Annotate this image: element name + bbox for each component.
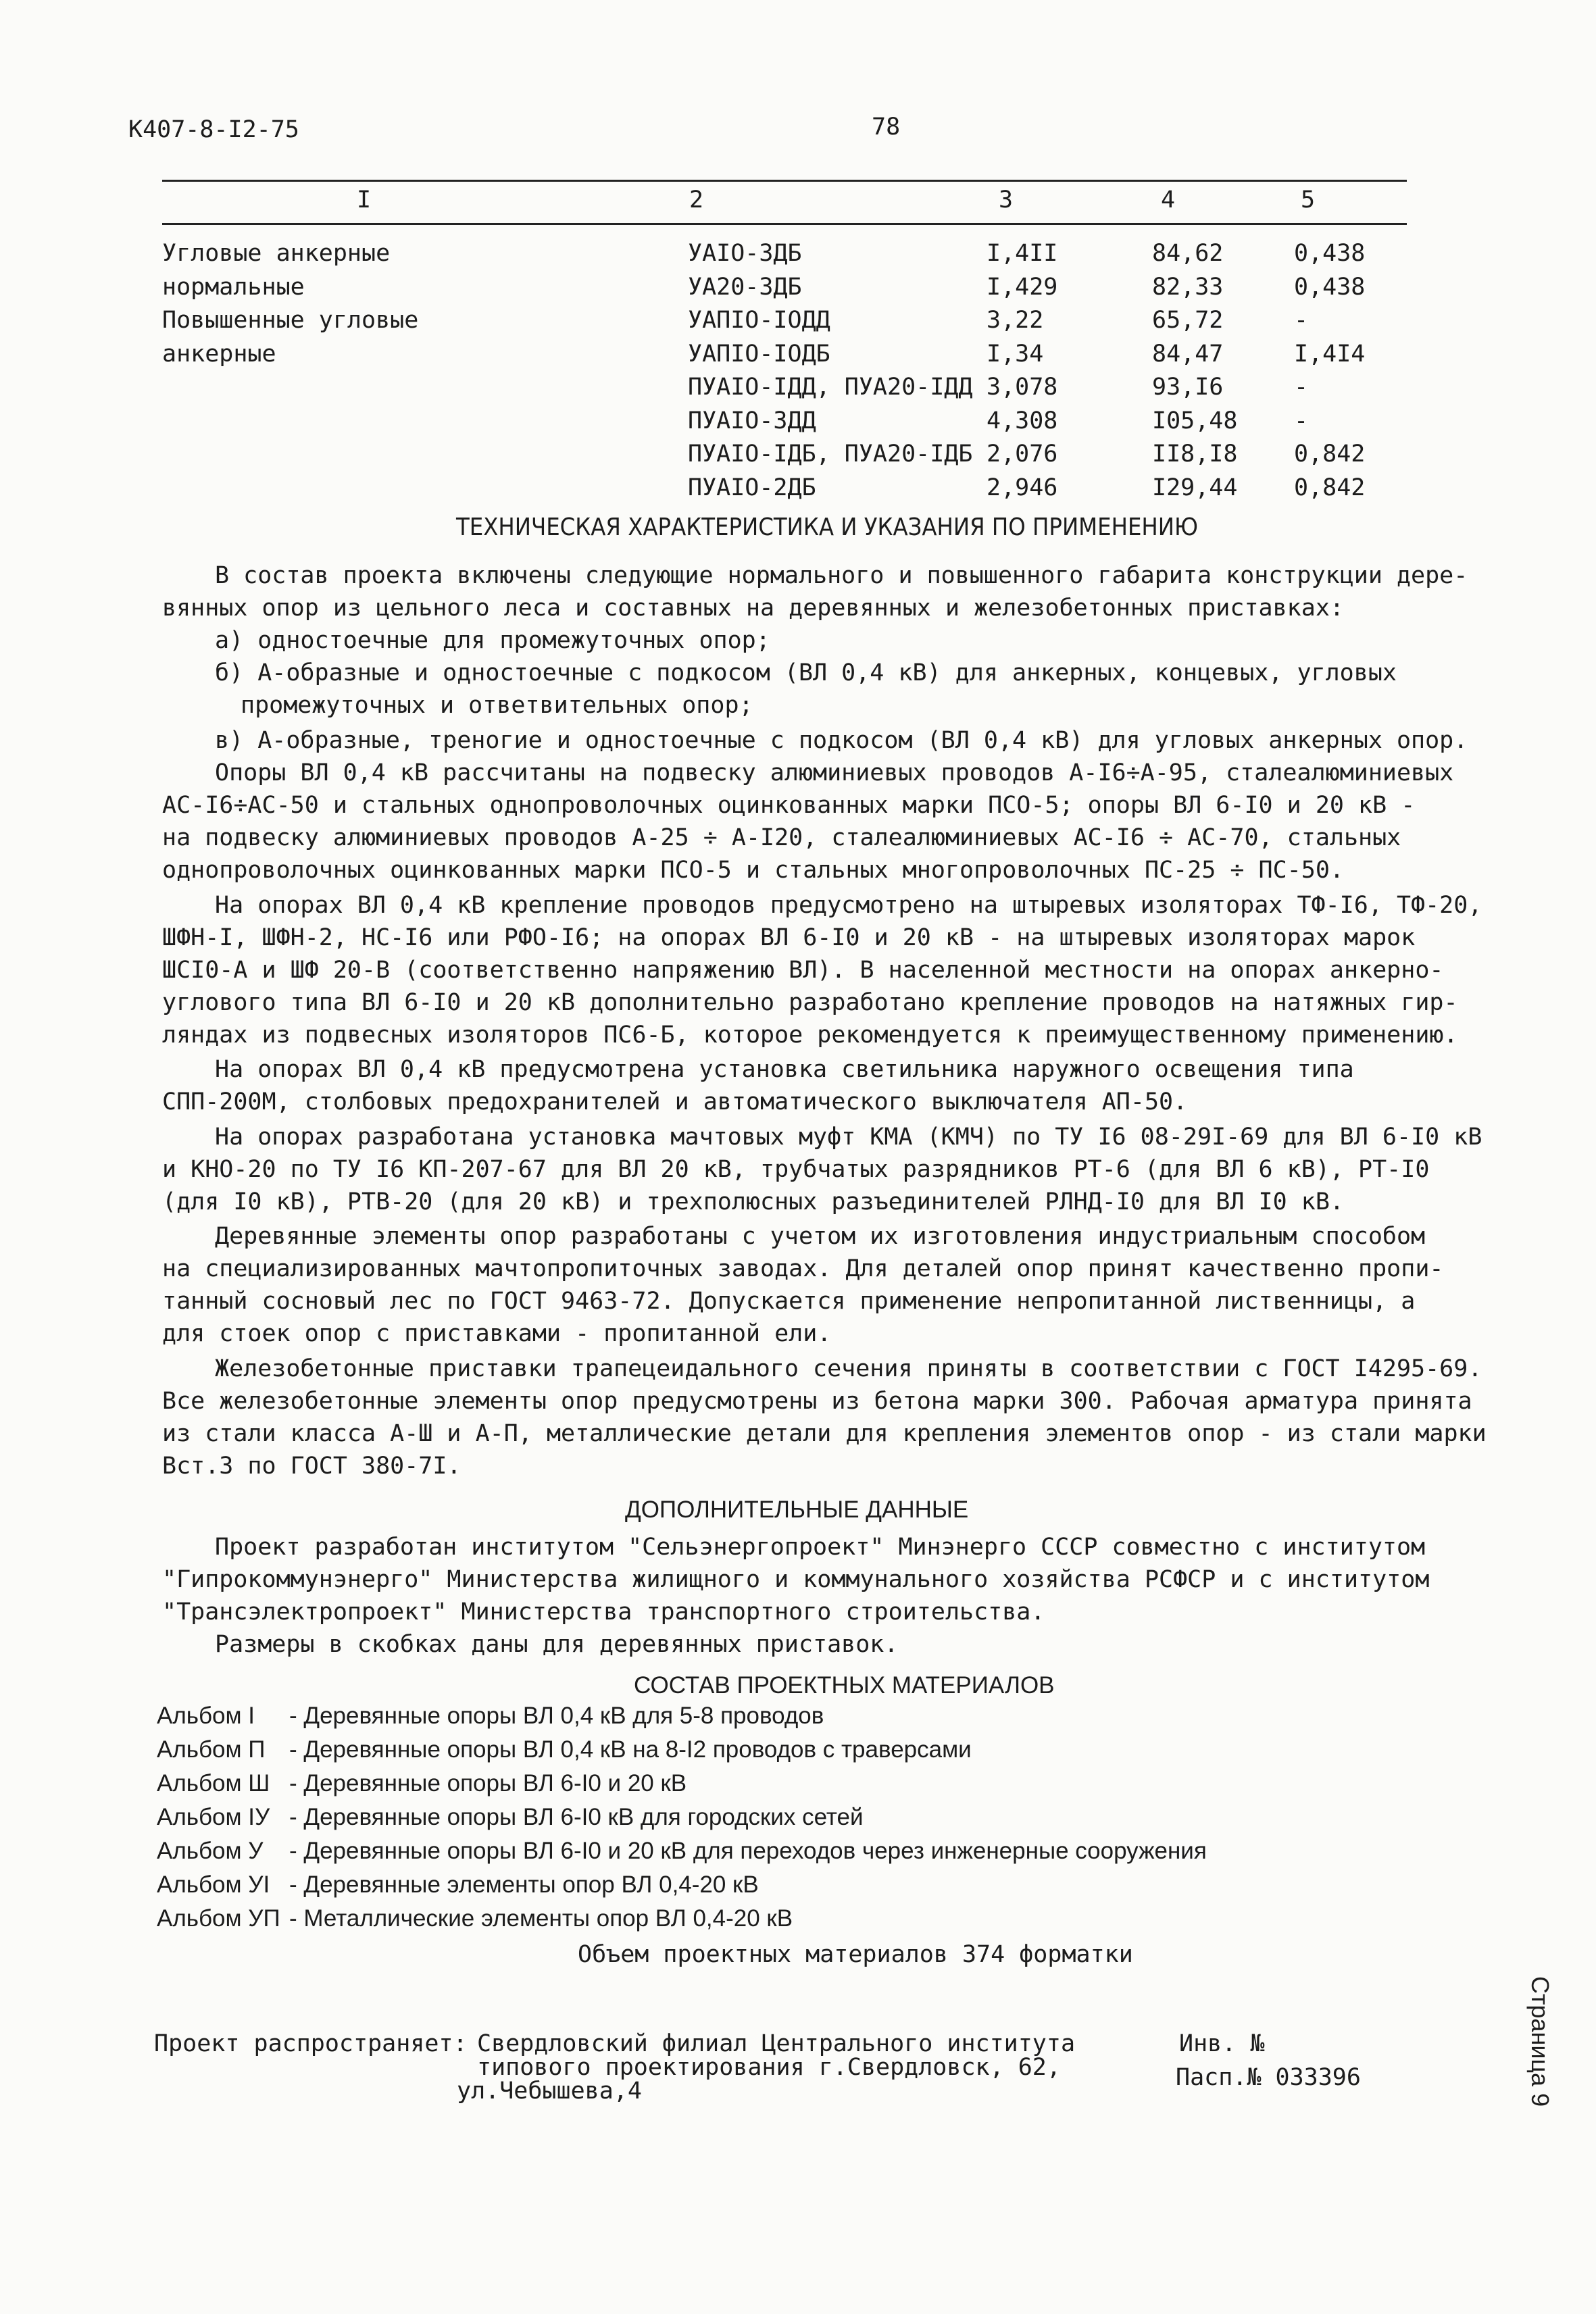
- table-header-cell: I: [357, 186, 372, 213]
- table-cell: ПУАIО-IДД, ПУА20-IДД: [688, 374, 973, 401]
- paragraph-line: ШФН-I, ШФН-2, НС-I6 или РФО-I6; на опорах ВЛ 6-I0 и 20 кВ - на штыревых изоляторах марок: [162, 924, 1416, 951]
- paragraph-line: АС-I6÷АС-50 и стальных однопроволочных оцинкованных марки ПСО-5; опоры ВЛ 6-I0 и 20 кВ -: [162, 792, 1416, 819]
- table-cell: II8,I8: [1152, 441, 1238, 468]
- album-desc: - Деревянные опоры ВЛ 6-I0 и 20 кВ для переходов через инженерные сооружения: [289, 1838, 1207, 1864]
- table-cell: УАПIО-IОДД: [688, 307, 830, 334]
- table-header-cell: 2: [689, 186, 704, 213]
- paragraph-line: ШСI0-А и ШФ 20-В (соответственно напряжению ВЛ). В населенной местности на опорах анкерно-: [162, 957, 1444, 984]
- table-cell: УА20-3ДБ: [688, 273, 802, 301]
- inv-label: Инв. №: [1179, 2030, 1265, 2057]
- album-name: Альбом П: [157, 1736, 266, 1763]
- album-name: Альбом УП: [157, 1905, 280, 1932]
- distributor-label: Проект распространяет:: [154, 2030, 468, 2057]
- paragraph-line: однопроволочных оцинкованных марки ПСО-5 и стальных многопроволочных ПС-25 ÷ ПС-50.: [162, 857, 1344, 884]
- table-header-cell: 3: [999, 186, 1014, 213]
- table-cell: 93,I6: [1152, 374, 1224, 401]
- table-cell: анкерные: [162, 340, 276, 368]
- table-cell: 2,946: [987, 474, 1058, 501]
- album-desc: - Деревянные элементы опор ВЛ 0,4-20 кВ: [289, 1871, 759, 1898]
- paragraph-line: ляндах из подвесных изоляторов ПС6-Б, которое рекомендуется к преимущественному применению.: [162, 1022, 1458, 1049]
- table-cell: 0,842: [1294, 441, 1366, 468]
- paragraph-line: На опорах ВЛ 0,4 кВ предусмотрена установка светильника наружного освещения типа: [215, 1056, 1354, 1083]
- paragraph-line: танный сосновый лес по ГОСТ 9463-72. Допускается применение непропитанной лиственницы, а: [162, 1288, 1416, 1315]
- table-cell: -: [1294, 407, 1309, 434]
- album-name: Альбом УI: [157, 1871, 270, 1898]
- album-name: Альбом Ш: [157, 1770, 270, 1796]
- page-number: 78: [872, 114, 901, 141]
- album-name: Альбом I: [157, 1703, 255, 1729]
- paragraph-line: (для I0 кВ), РТВ-20 (для 20 кВ) и трехполюсных разъединителей РЛНД-I0 для ВЛ I0 кВ.: [162, 1188, 1344, 1215]
- paragraph-line: "Трансэлектропроект" Министерства транспортного строительства.: [162, 1599, 1045, 1626]
- paragraph-line: б) А-образные и одностоечные с подкосом (ВЛ 0,4 кВ) для анкерных, концевых, угловых: [215, 659, 1397, 686]
- table-cell: ПУАIО-2ДБ: [688, 474, 816, 501]
- paragraph-line: Проект разработан институтом "Сельэнергопроект" Минэнерго СССР совместно с институтом: [215, 1534, 1426, 1561]
- paragraph-line: в) А-образные, треногие и одностоечные с подкосом (ВЛ 0,4 кВ) для угловых анкерных опор.: [215, 727, 1468, 754]
- table-cell: УАIО-3ДБ: [688, 240, 802, 267]
- album-desc: - Деревянные опоры ВЛ 6-I0 кВ для городских сетей: [289, 1804, 864, 1830]
- table-cell: Угловые анкерные: [162, 240, 391, 267]
- table-cell: 82,33: [1152, 273, 1224, 301]
- table-cell: I,4II: [987, 240, 1058, 267]
- table-cell: 84,62: [1152, 240, 1224, 267]
- table-cell: I29,44: [1152, 474, 1238, 501]
- table-cell: УАПIО-IОДБ: [688, 340, 830, 368]
- table-cell: I,34: [987, 340, 1044, 368]
- album-desc: - Металлические элементы опор ВЛ 0,4-20 кВ: [289, 1905, 793, 1932]
- table-cell: 2,076: [987, 441, 1058, 468]
- table-top-rule: [162, 180, 1407, 182]
- paragraph-line: для стоек опор с приставками - пропитанной ели.: [162, 1320, 832, 1347]
- doc-code: К407-8-I2-75: [128, 116, 299, 143]
- paragraph-line: Все железобетонные элементы опор предусмотрены из бетона марки 300. Рабочая арматура принята: [162, 1388, 1472, 1415]
- paragraph-line: углового типа ВЛ 6-I0 и 20 кВ дополнительно разработано крепление проводов на натяжных гир-: [162, 989, 1458, 1016]
- distributor-line: ул.Чебышева,4: [457, 2078, 642, 2105]
- paragraph-line: на специализированных мачтопропиточных заводах. Для деталей опор принят качественно пропи-: [162, 1255, 1444, 1282]
- table-cell: I,429: [987, 273, 1058, 301]
- table-cell: нормальные: [162, 273, 305, 301]
- table-cell: 0,842: [1294, 474, 1366, 501]
- section-title-materials: СОСТАВ ПРОЕКТНЫХ МАТЕРИАЛОВ: [634, 1672, 1055, 1699]
- paragraph-line: на подвеску алюминиевых проводов А-25 ÷ А-I20, сталеалюминиевых АС-I6 ÷ АС-70, стальных: [162, 824, 1401, 851]
- paragraph-line: "Гипрокоммунэнерго" Министерства жилищного и коммунального хозяйства РСФСР и с институтом: [162, 1566, 1430, 1593]
- table-header-rule: [162, 223, 1407, 225]
- table-cell: ПУАIО-IДБ, ПУА20-IДБ: [688, 441, 973, 468]
- paragraph-line: вянных опор из цельного леса и составных на деревянных и железобетонных приставках:: [162, 595, 1344, 622]
- side-page-label: Страница 9: [1526, 1976, 1554, 2107]
- table-cell: ПУАIО-3ДД: [688, 407, 816, 434]
- paragraph-line: Железобетонные приставки трапецеидального сечения приняты в соответствии с ГОСТ I4295-69.: [215, 1355, 1482, 1382]
- paragraph-line: Размеры в скобках даны для деревянных приставок.: [215, 1631, 899, 1658]
- distributor-line: типового проектирования г.Свердловск, 62,: [477, 2054, 1061, 2081]
- table-cell: 4,308: [987, 407, 1058, 434]
- paragraph-line: промежуточных и ответвительных опор;: [241, 692, 753, 719]
- album-name: Альбом IУ: [157, 1804, 270, 1830]
- paragraph-line: Вст.3 по ГОСТ 380-7I.: [162, 1453, 462, 1480]
- paragraph-line: из стали класса А-Ш и А-П, металлические детали для крепления элементов опор - из стали марки: [162, 1420, 1487, 1447]
- album-desc: - Деревянные опоры ВЛ 6-I0 и 20 кВ: [289, 1770, 687, 1796]
- table-cell: -: [1294, 307, 1309, 334]
- table-cell: 0,438: [1294, 273, 1366, 301]
- paragraph-line: и КНО-20 по ТУ I6 КП-207-67 для ВЛ 20 кВ, трубчатых разрядников РТ-6 (для ВЛ 6 кВ), РТ-I0: [162, 1156, 1430, 1183]
- volume-line: Объем проектных материалов 374 форматки: [578, 1941, 1133, 1968]
- paragraph-line: Опоры ВЛ 0,4 кВ рассчитаны на подвеску алюминиевых проводов А-I6÷А-95, сталеалюминиевых: [215, 759, 1454, 786]
- table-cell: 65,72: [1152, 307, 1224, 334]
- table-cell: Повышенные угловые: [162, 307, 419, 334]
- table-cell: 3,078: [987, 374, 1058, 401]
- distributor-line: Свердловский филиал Центрального института: [477, 2030, 1076, 2057]
- pasp-label: Пасп.№ 033396: [1176, 2064, 1361, 2091]
- table-cell: -: [1294, 374, 1309, 401]
- paragraph-line: а) одностоечные для промежуточных опор;: [215, 627, 770, 654]
- album-name: Альбом У: [157, 1838, 264, 1864]
- paragraph-line: Деревянные элементы опор разработаны с учетом их изготовления индустриальным способом: [215, 1223, 1426, 1250]
- paragraph-line: На опорах разработана установка мачтовых муфт КМА (КМЧ) по ТУ I6 08-29I-69 для ВЛ 6-I0 кВ: [215, 1124, 1482, 1151]
- table-cell: I05,48: [1152, 407, 1238, 434]
- section-title-technical: ТЕХНИЧЕСКАЯ ХАРАКТЕРИСТИКА И УКАЗАНИЯ ПО ПРИМЕНЕНИЮ: [456, 513, 1198, 541]
- paragraph-line: На опорах ВЛ 0,4 кВ крепление проводов предусмотрено на штыревых изоляторах ТФ-I6, ТФ-20,: [215, 892, 1482, 919]
- table-cell: I,4I4: [1294, 340, 1366, 368]
- paragraph-line: СПП-200М, столбовых предохранителей и автоматического выключателя АП-50.: [162, 1088, 1188, 1115]
- album-desc: - Деревянные опоры ВЛ 0,4 кВ на 8-I2 проводов с траверсами: [289, 1736, 972, 1763]
- table-header-cell: 5: [1301, 186, 1316, 213]
- table-cell: 0,438: [1294, 240, 1366, 267]
- table-cell: 84,47: [1152, 340, 1224, 368]
- paragraph-line: В состав проекта включены следующие нормального и повышенного габарита конструкции дере-: [215, 562, 1468, 589]
- album-desc: - Деревянные опоры ВЛ 0,4 кВ для 5-8 проводов: [289, 1703, 824, 1729]
- section-title-extra: ДОПОЛНИТЕЛЬНЫЕ ДАННЫЕ: [625, 1496, 969, 1523]
- table-header-cell: 4: [1161, 186, 1176, 213]
- table-cell: 3,22: [987, 307, 1044, 334]
